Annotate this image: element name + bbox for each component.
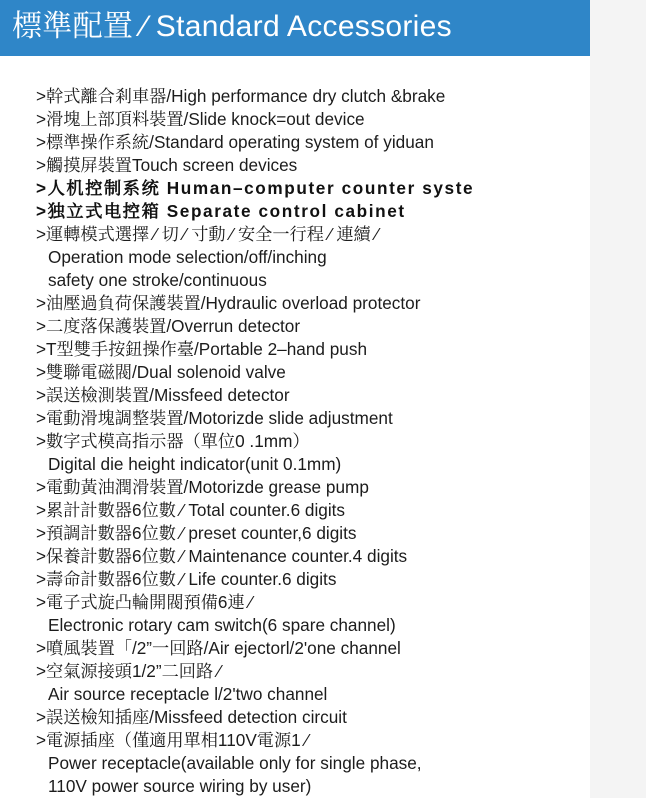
list-item: >累計計數器6位數 ⁄ Total counter.6 digits xyxy=(36,500,346,520)
list-item: >空氣源接頭1/2”二回路 ⁄ xyxy=(36,661,221,681)
list-item-continuation: Electronic rotary cam switch(6 spare channel) xyxy=(48,615,396,635)
list-item: >壽命計數器6位數 ⁄ Life counter.6 digits xyxy=(36,569,337,589)
list-item-continuation: Operation mode selection/off/inching xyxy=(48,247,327,267)
list-item-continuation: safety one stroke/continuous xyxy=(48,270,267,290)
list-item-continuation: Power receptacle(available only for single phase, xyxy=(48,753,422,773)
list-item: >觸摸屏裝置Touch screen devices xyxy=(36,155,298,175)
list-item: >独立式电控箱 Separate control cabinet xyxy=(36,201,406,221)
list-item: >噴風裝置「/2”一回路/Air ejectorl/2'one channel xyxy=(36,638,401,658)
list-item-continuation: 110V power source wiring by user) xyxy=(48,776,312,796)
list-item: >保養計數器6位數 ⁄ Maintenance counter.4 digits xyxy=(36,546,408,566)
list-item: >誤送檢知插座/Missfeed detection circuit xyxy=(36,707,347,727)
list-item: >電動黃油潤滑裝置/Motorizde grease pump xyxy=(36,477,369,497)
list-item-continuation: Digital die height indicator(unit 0.1mm) xyxy=(48,454,342,474)
list-item: >幹式離合剎車器/High performance dry clutch &brake xyxy=(36,86,446,106)
list-item: >T型雙手按鈕操作臺/Portable 2–hand push xyxy=(36,339,368,359)
list-item: >數字式模高指示器（單位0 .1mm） xyxy=(36,431,310,451)
list-item: >電源插座（僅適用單相110V電源1 ⁄ xyxy=(36,730,309,750)
list-item: >油壓過負荷保護裝置/Hydraulic overload protector xyxy=(36,293,421,313)
list-item: >電子式旋凸輪開閥預備6連 ⁄ xyxy=(36,592,253,612)
section-title: 標準配置 ⁄ Standard Accessories xyxy=(12,10,452,43)
list-item: >標準操作系統/Standard operating system of yiduan xyxy=(36,132,434,152)
list-item: >雙聯電磁閥/Dual solenoid valve xyxy=(36,362,286,382)
list-item: >電動滑塊調整裝置/Motorizde slide adjustment xyxy=(36,408,393,428)
list-item: >運轉模式選擇 ⁄ 切 ⁄ 寸動 ⁄ 安全一行程 ⁄ 連續 ⁄ xyxy=(36,224,379,244)
list-item: >預調計數器6位數 ⁄ preset counter,6 digits xyxy=(36,523,357,543)
list-item: >誤送檢測裝置/Missfeed detector xyxy=(36,385,290,405)
list-item: >人机控制系统 Human–computer counter syste xyxy=(36,178,475,198)
list-item: >二度落保護裝置/Overrun detector xyxy=(36,316,301,336)
list-item: >滑塊上部頂料裝置/Slide knock=out device xyxy=(36,109,365,129)
list-item-continuation: Air source receptacle l/2'two channel xyxy=(48,684,328,704)
